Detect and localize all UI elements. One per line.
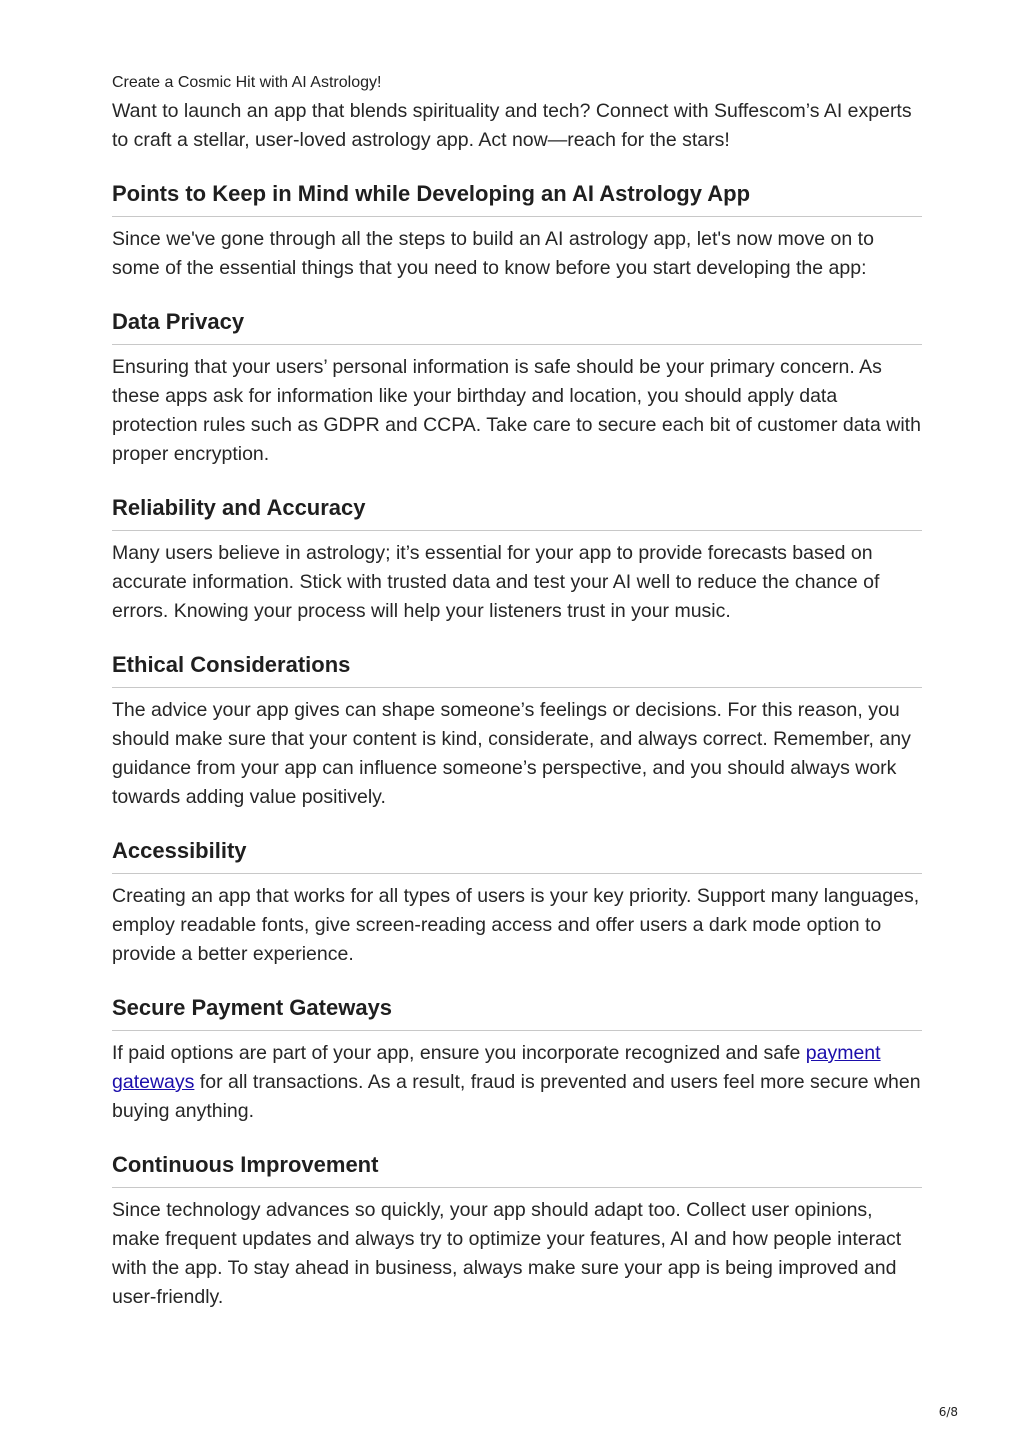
section-continuous-improvement: [112, 1151, 922, 1312]
section-heading: Secure Payment Gateways: [112, 994, 922, 1031]
section-body: Since technology advances so quickly, your app should adapt too. Collect user opinions, make frequent updates and always try to optimize your features, AI and how people interact with the app. To stay ahead in business, always make sure your app is being improved and user-friendly.: [112, 1199, 902, 1308]
section-body: Ensuring that your users’ personal information is safe should be your primary concern. As these apps ask for information like your birthday and location, you should apply data protection rules such as GDPR and CCPA. Take care to secure each bit of customer data with proper encryption.: [112, 356, 921, 465]
section-body: [112, 1039, 922, 1126]
section-body: Since we've gone through all the steps to build an AI astrology app, let's now move on to some of the essential things that you need to know before you start developing the app:: [112, 228, 874, 279]
section-body: Creating an app that works for all types of users is your key priority. Support many languages, employ readable fonts, give screen-reading access and offer users a dark mode option to provide a better experience.: [112, 885, 920, 965]
section-heading: Ethical Considerations: [112, 651, 922, 688]
section-heading: Points to Keep in Mind while Developing an AI Astrology App: [112, 180, 922, 217]
section-data-privacy: [112, 308, 922, 469]
body-text-after-link: for all transactions. As a result, fraud is prevented and users feel more secure when buying anything.: [112, 1071, 921, 1122]
section-heading: Data Privacy: [112, 308, 922, 345]
body-text-before-link: If paid options are part of your app, ensure you incorporate recognized and safe: [112, 1042, 806, 1064]
section-secure-payment-gateways: [112, 994, 922, 1126]
section-points-to-keep-in-mind: [112, 180, 922, 283]
section-heading: Accessibility: [112, 837, 922, 874]
payment-gateways-link[interactable]: payment gateways: [112, 1042, 881, 1093]
cta-text: Want to launch an app that blends spirituality and tech? Connect with Suffescom’s AI experts to craft a stellar, user-loved astrology app. Act now—reach for the stars!: [112, 100, 912, 151]
section-accessibility: [112, 837, 922, 969]
page-number: 6/8: [938, 1405, 958, 1419]
section-reliability-and-accuracy: [112, 494, 922, 626]
section-heading: Reliability and Accuracy: [112, 494, 922, 531]
cta-title: Create a Cosmic Hit with AI Astrology!: [112, 74, 382, 91]
section-ethical-considerations: [112, 651, 922, 812]
section-heading: Continuous Improvement: [112, 1151, 922, 1188]
section-body: Many users believe in astrology; it’s essential for your app to provide forecasts based on accurate information. Stick with trusted data and test your AI well to reduce the chance of errors. Knowing your process will help your listeners trust in your music.: [112, 542, 880, 622]
document-page: [112, 72, 922, 1337]
section-body: The advice your app gives can shape someone’s feelings or decisions. For this reason, you should make sure that your content is kind, considerate, and always correct. Remember, any guidance from your app can influence someone’s perspective, and you should always work towards adding value positively.: [112, 699, 911, 808]
cta-block: [112, 72, 922, 155]
